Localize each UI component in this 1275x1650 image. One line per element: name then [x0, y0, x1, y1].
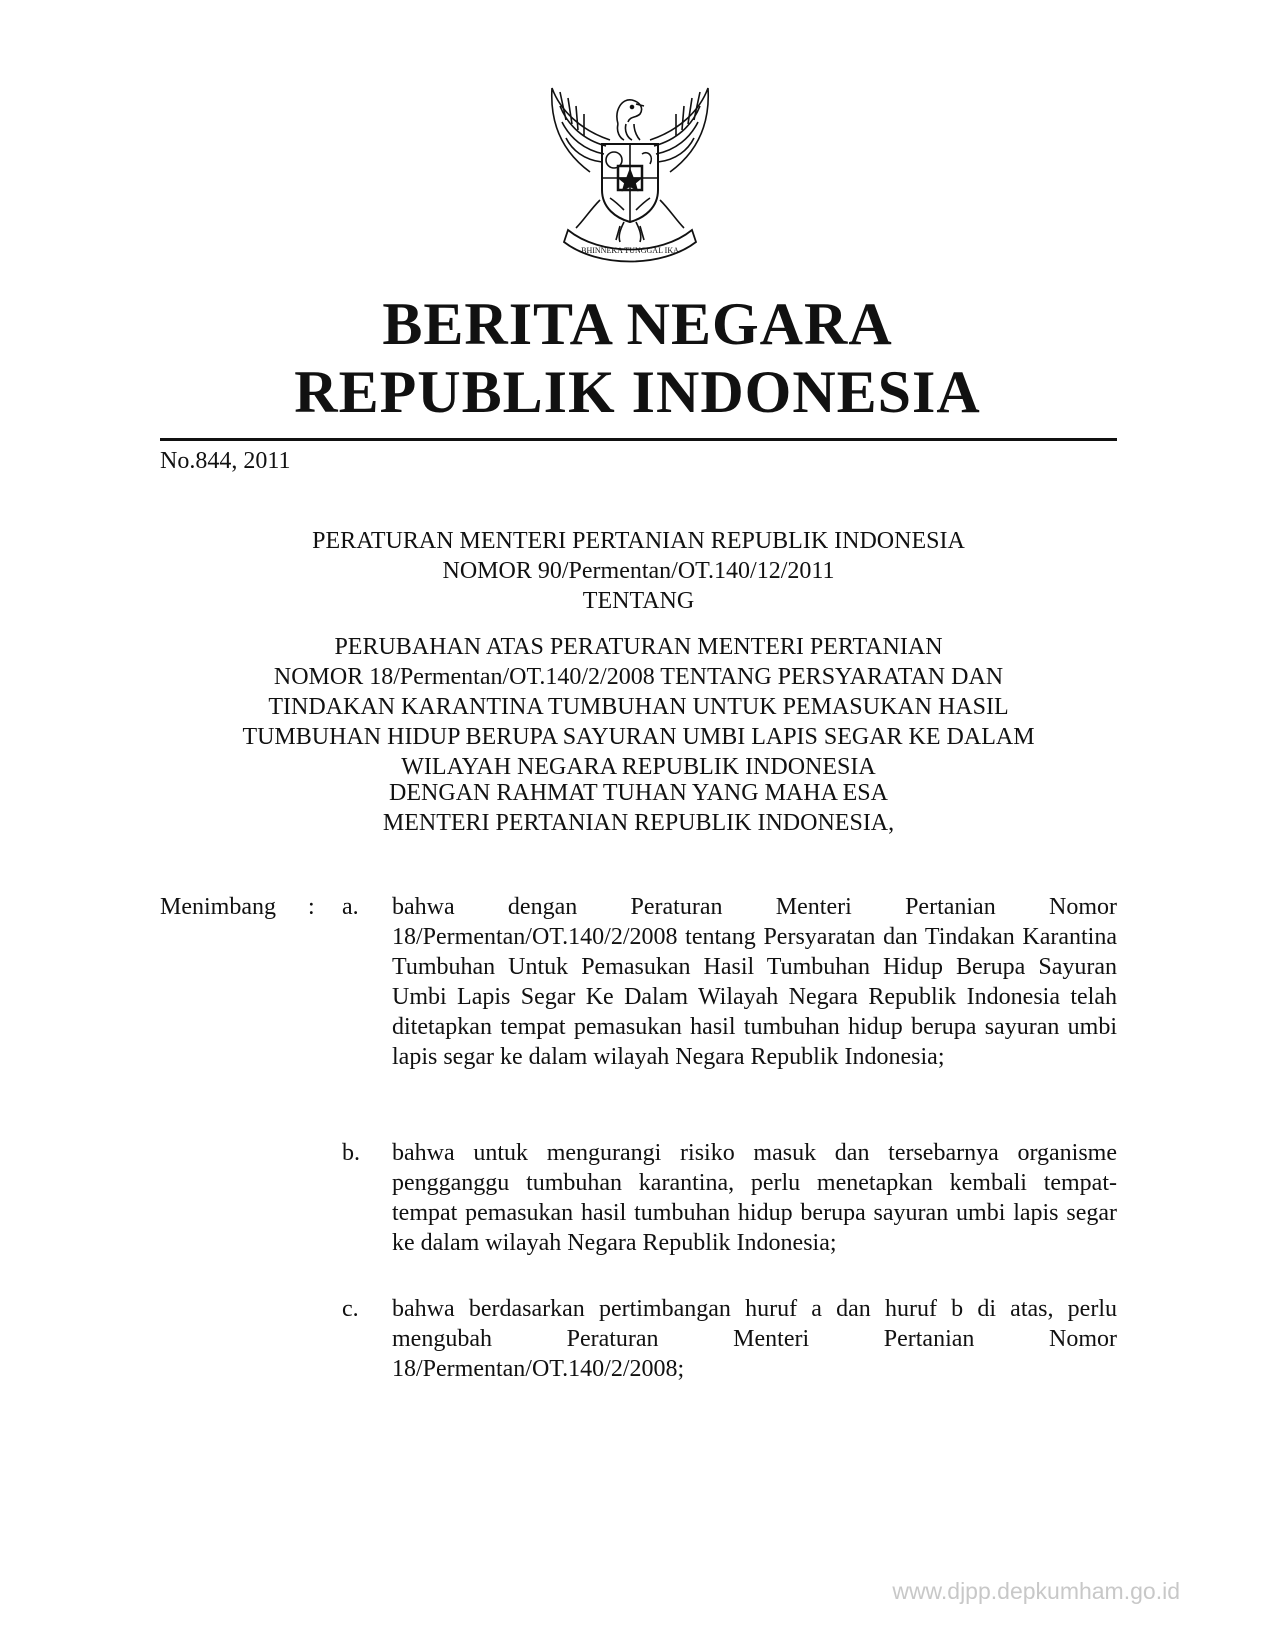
item-letter: a. — [342, 894, 359, 920]
source-watermark: www.djpp.depkumham.go.id — [892, 1578, 1180, 1604]
preamble-block — [160, 778, 1117, 838]
garuda-emblem-icon — [540, 80, 720, 270]
regulation-number: NOMOR 90/Permentan/OT.140/12/2011 — [442, 558, 835, 584]
item-text: bahwa dengan Peraturan Menteri Pertanian Nomor 18/Permentan/OT.140/2/2008 tentang Persyaratan dan Tindakan Karantina Tumbuhan Untuk Pemasukan Hasil Tumbuhan Hidup Berupa Sayuran Umbi Lapis Segar Ke Dalam Wilayah Negara Republik Indonesia telah ditetapkan tempat pemasukan hasil tumbuhan hidup berupa sayuran umbi lapis segar ke dalam wilayah Negara Republik Indonesia; — [392, 894, 1117, 1070]
subject-line: TUMBUHAN HIDUP BERUPA SAYURAN UMBI LAPIS SEGAR KE DALAM — [242, 724, 1035, 750]
subject-line: PERUBAHAN ATAS PERATURAN MENTERI PERTANIAN — [334, 634, 943, 660]
masthead-title-line2: REPUBLIK INDONESIA — [294, 359, 981, 425]
masthead-title-line1: BERITA NEGARA — [382, 291, 893, 357]
subject-line: WILAYAH NEGARA REPUBLIK INDONESIA — [401, 754, 876, 780]
emblem-motto: BHINNEKA TUNGGAL IKA — [581, 246, 679, 255]
preamble-line: DENGAN RAHMAT TUHAN YANG MAHA ESA — [389, 780, 888, 806]
regulation-title-block — [160, 526, 1117, 616]
preamble-line: MENTERI PERTANIAN REPUBLIK INDONESIA, — [382, 810, 895, 836]
subject-line: TINDAKAN KARANTINA TUMBUHAN UNTUK PEMASUKAN HASIL — [268, 694, 1009, 720]
item-text: bahwa untuk mengurangi risiko masuk dan tersebarnya organisme pengganggu tumbuhan karantina, perlu menetapkan kembali tempat-tempat pemasukan hasil tumbuhan hidup berupa sayuran umbi lapis segar ke dalam wilayah Negara Republik Indonesia; — [392, 1140, 1117, 1256]
item-text: bahwa berdasarkan pertimbangan huruf a dan huruf b di atas, perlu mengubah Peraturan Menteri Pertanian Nomor 18/Permentan/OT.140/2/2008; — [392, 1296, 1117, 1382]
regulation-subject-block — [160, 632, 1117, 782]
subject-line: NOMOR 18/Permentan/OT.140/2/2008 TENTANG PERSYARATAN DAN — [273, 664, 1004, 690]
issue-number: No.844, 2011 — [160, 448, 291, 474]
regulation-title: PERATURAN MENTERI PERTANIAN REPUBLIK INDONESIA — [312, 528, 965, 554]
regulation-tentang: TENTANG — [582, 588, 695, 614]
masthead-divider — [160, 438, 1117, 441]
item-letter: b. — [342, 1140, 360, 1166]
item-letter: c. — [342, 1296, 359, 1322]
considerations-colon: : — [308, 894, 315, 920]
considerations-label: Menimbang — [160, 894, 276, 920]
